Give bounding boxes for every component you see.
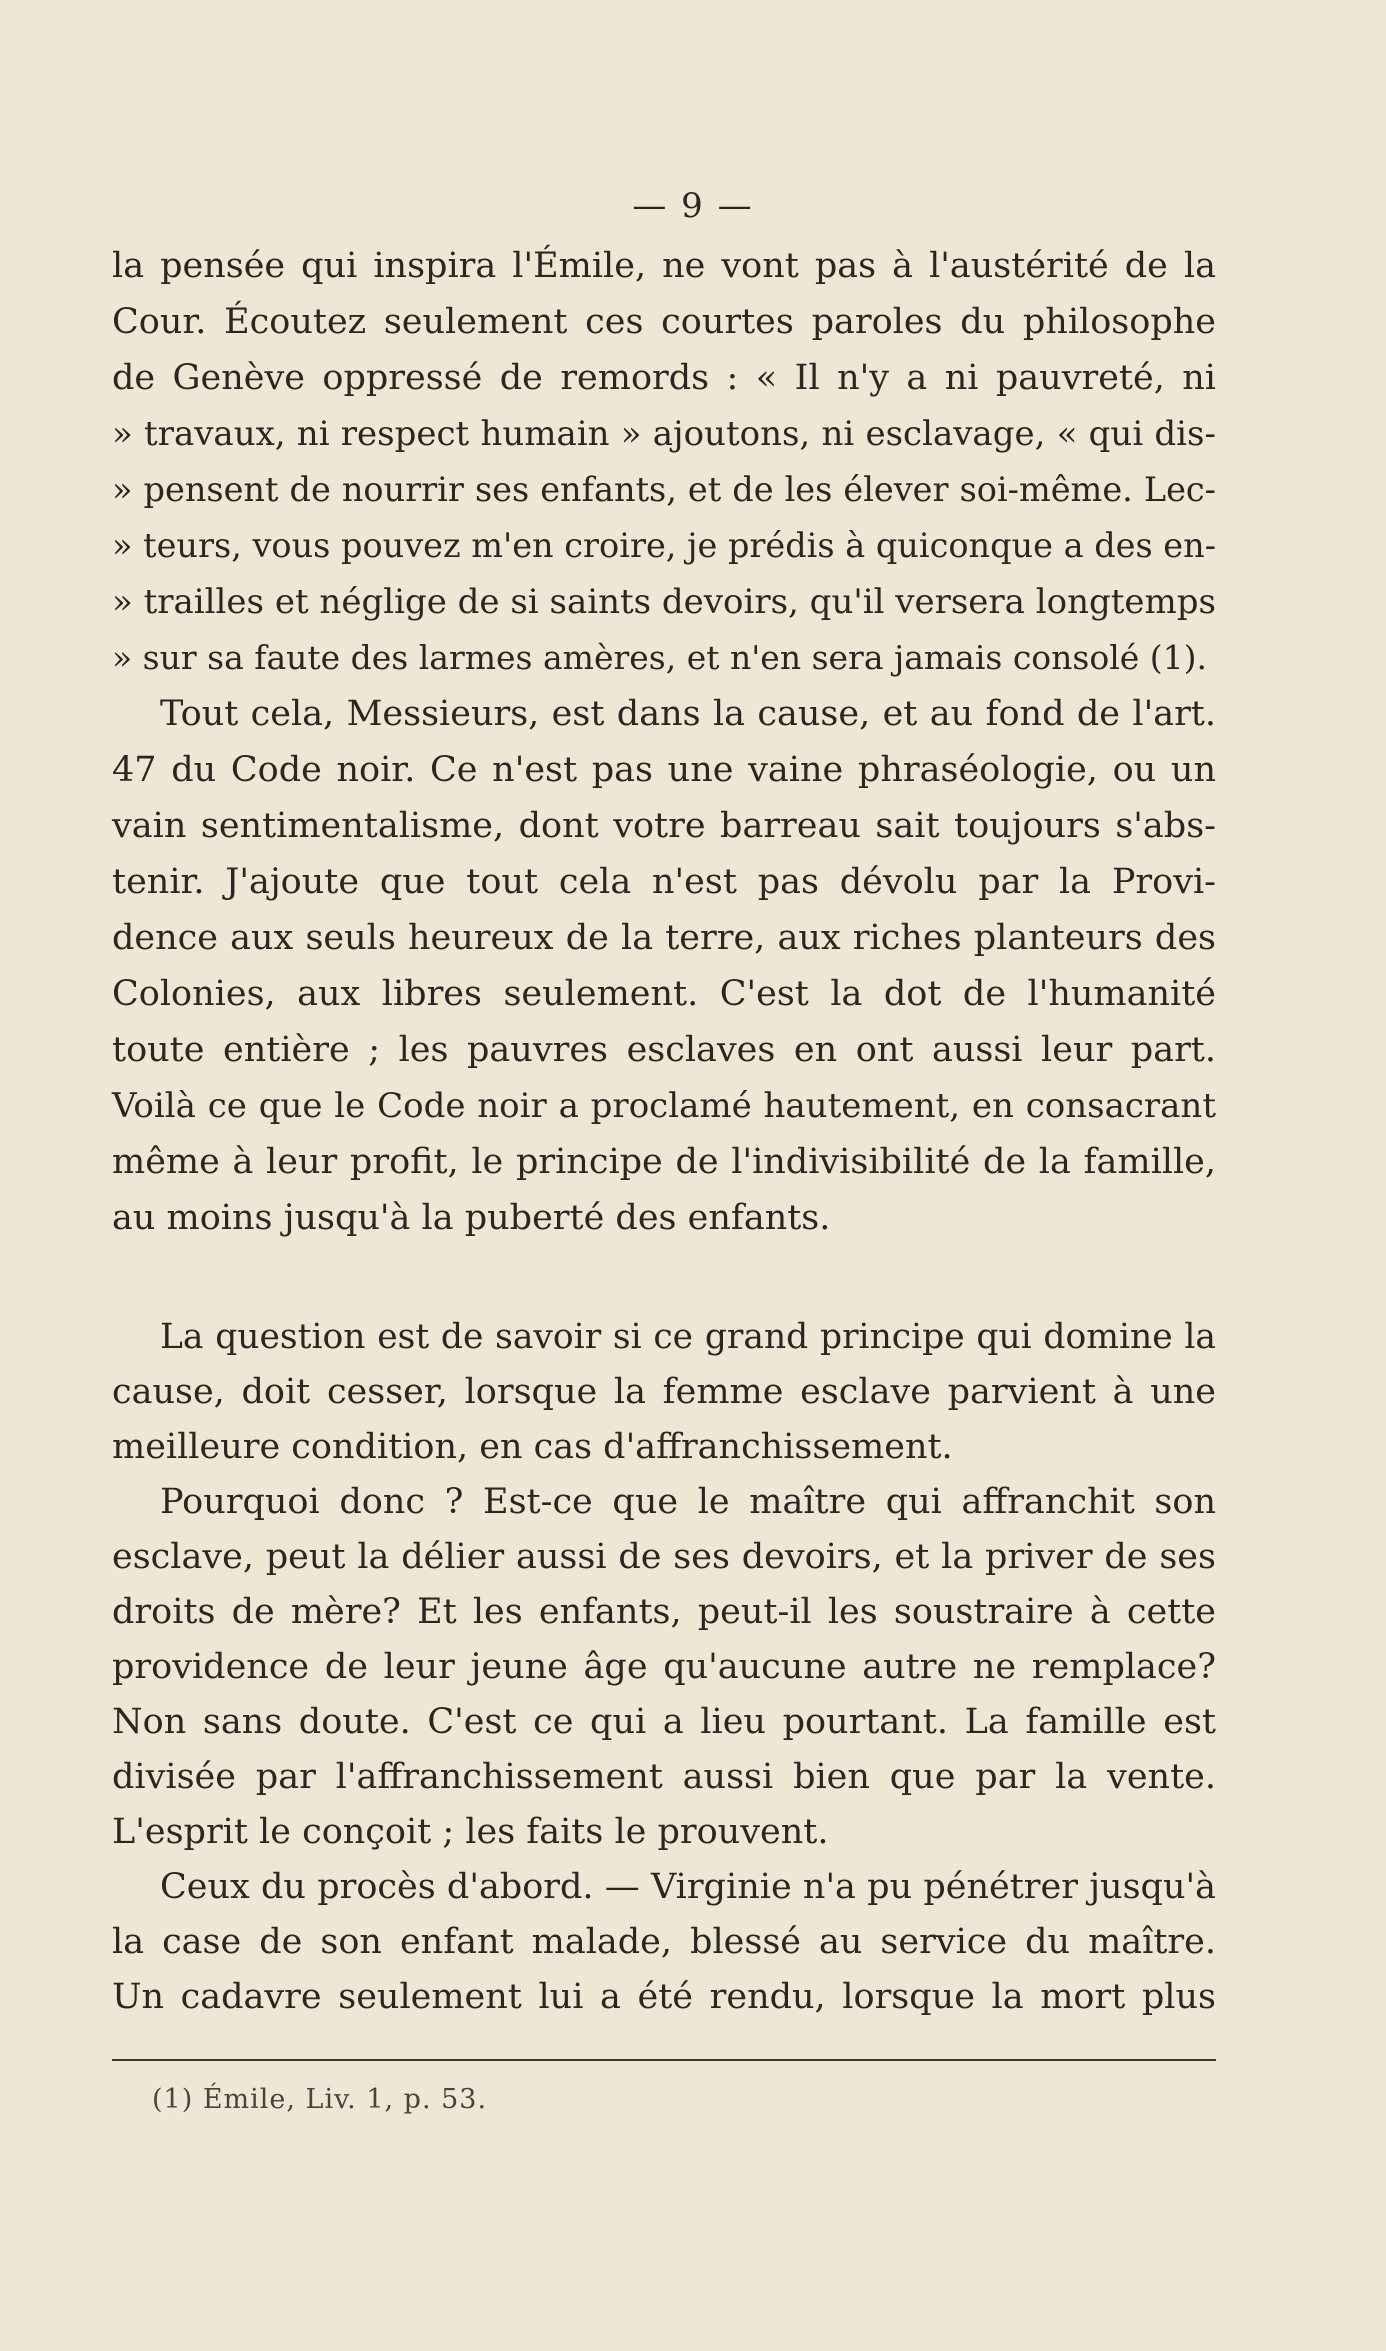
text-line: la case de son enfant malade, blessé au service du maître. — [112, 1922, 1216, 1962]
text-line: toute entière ; les pauvres esclaves en ont aussi leur part. — [112, 1030, 1216, 1070]
text-line: dence aux seuls heureux de la terre, aux riches planteurs des — [112, 918, 1216, 958]
text-line: » sur sa faute des larmes amères, et n'en sera jamais consolé (1). — [112, 638, 1208, 677]
text-line: même à leur profit, le principe de l'indivisibilité de la famille, — [112, 1142, 1216, 1182]
footnote-rule — [112, 2059, 1216, 2061]
text-line: » teurs, vous pouvez m'en croire, je prédis à quiconque a des en- — [112, 526, 1217, 565]
text-line: vain sentimentalisme, dont votre barreau sait toujours s'abs- — [112, 806, 1216, 846]
text-line: au moins jusqu'à la puberté des enfants. — [112, 1198, 831, 1238]
text-line: » pensent de nourrir ses enfants, et de les élever soi-même. Lec- — [112, 470, 1216, 509]
text-line: » travaux, ni respect humain » ajoutons, ni esclavage, « qui dis- — [112, 414, 1216, 454]
text-line: meilleure condition, en cas d'affranchissement. — [112, 1427, 953, 1467]
text-block-lower — [112, 1310, 1216, 2025]
text-line: de Genève oppressé de remords : « Il n'y a ni pauvreté, ni — [112, 358, 1216, 398]
text-line: Colonies, aux libres seulement. C'est la dot de l'humanité — [112, 974, 1216, 1014]
text-line: la pensée qui inspira l'Émile, ne vont pas à l'austérité de la — [112, 246, 1216, 286]
text-line: Cour. Écoutez seulement ces courtes paroles du philosophe — [112, 302, 1216, 342]
text-line: droits de mère? Et les enfants, peut-il les soustraire à cette — [112, 1592, 1216, 1632]
text-line: cause, doit cesser, lorsque la femme esclave parvient à une — [112, 1372, 1216, 1412]
text-line: » trailles et néglige de si saints devoirs, qu'il versera longtemps — [112, 582, 1216, 622]
page-number: — 9 — — [632, 186, 754, 226]
text-line: Pourquoi donc ? Est-ce que le maître qui affranchit son — [160, 1482, 1216, 1522]
text-line: Ceux du procès d'abord. — Virginie n'a pu pénétrer jusqu'à — [160, 1867, 1216, 1907]
text-line: providence de leur jeune âge qu'aucune autre ne remplace? — [112, 1647, 1216, 1687]
paragraph-rousseau-quote — [112, 238, 1216, 686]
paragraph-la-question — [112, 1310, 1216, 1475]
text-line: 47 du Code noir. Ce n'est pas une vaine phraséologie, ou un — [112, 750, 1216, 790]
text-line: Tout cela, Messieurs, est dans la cause, et au fond de l'art. — [160, 694, 1216, 734]
text-block-upper — [112, 238, 1216, 1246]
paragraph-pourquoi-donc — [112, 1475, 1216, 1860]
text-line: L'esprit le conçoit ; les faits le prouvent. — [112, 1812, 829, 1852]
text-line: tenir. J'ajoute que tout cela n'est pas dévolu par la Provi- — [112, 862, 1216, 902]
text-line: Non sans doute. C'est ce qui a lieu pourtant. La famille est — [112, 1702, 1216, 1742]
text-line: Un cadavre seulement lui a été rendu, lorsque la mort plus — [112, 1977, 1216, 2017]
text-line: La question est de savoir si ce grand principe qui domine la — [160, 1317, 1216, 1357]
footnote: (1) Émile, Liv. 1, p. 53. — [152, 2084, 488, 2115]
paragraph-tout-cela — [112, 686, 1216, 1246]
paragraph-ceux-du-proces — [112, 1860, 1216, 2025]
text-line: divisée par l'affranchissement aussi bien que par la vente. — [112, 1757, 1216, 1797]
text-line: Voilà ce que le Code noir a proclamé hautement, en consacrant — [112, 1086, 1216, 1126]
text-line: esclave, peut la délier aussi de ses devoirs, et la priver de ses — [112, 1537, 1216, 1577]
